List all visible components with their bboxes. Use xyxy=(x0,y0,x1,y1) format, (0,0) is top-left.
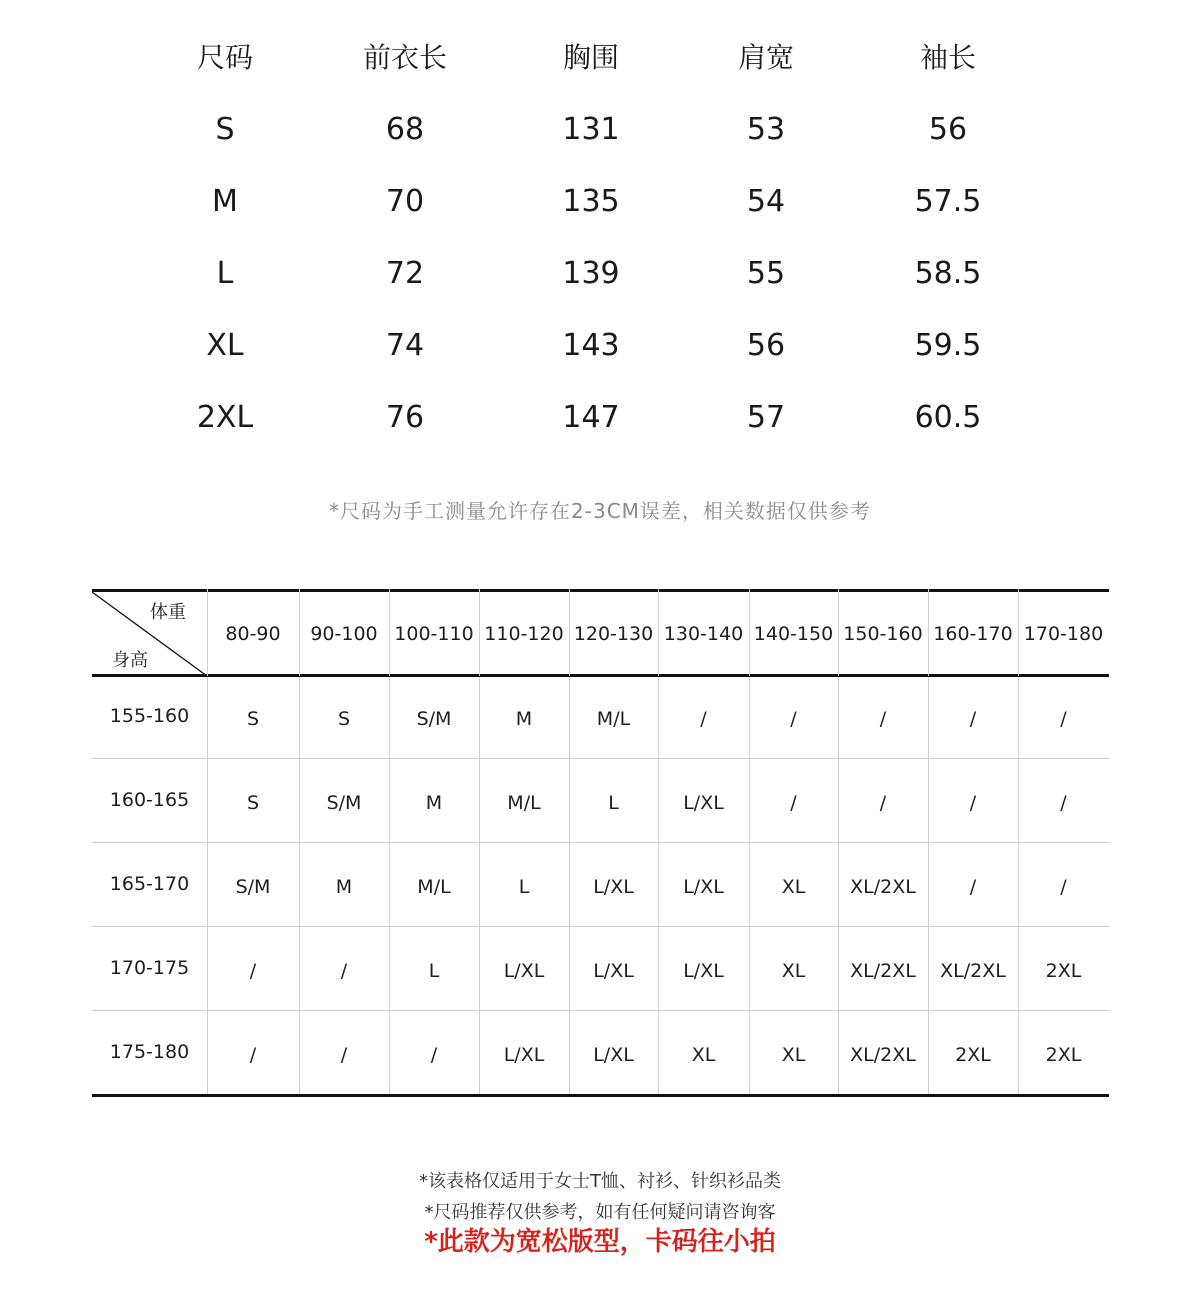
cell-size: S xyxy=(215,112,235,147)
weight-header: 160-170 xyxy=(933,623,1013,645)
weight-header: 140-150 xyxy=(753,623,834,645)
size-recommendation-cell: L/XL xyxy=(683,792,724,814)
weight-header: 100-110 xyxy=(394,623,474,645)
cell-shoulder: 57 xyxy=(746,400,786,435)
weight-header: 120-130 xyxy=(573,623,654,645)
grid-row-divider xyxy=(92,1010,1109,1011)
size-recommendation-cell: S xyxy=(246,792,260,814)
cell-sleeve: 56 xyxy=(928,112,968,147)
size-recommendation-cell: / xyxy=(790,792,797,814)
size-recommendation-cell: XL/2XL xyxy=(850,1044,916,1066)
size-recommendation-cell: / xyxy=(430,1044,438,1066)
cell-chest: 131 xyxy=(562,112,620,147)
measurement-row xyxy=(0,244,1200,304)
measurement-header-row xyxy=(0,28,1200,88)
note-recommendation-reference: *尺码推荐仅供参考，如有任何疑问请咨询客 xyxy=(424,1202,776,1223)
size-recommendation-cell: XL/2XL xyxy=(940,960,1006,982)
cell-chest: 135 xyxy=(562,184,620,219)
size-recommendation-cell: / xyxy=(700,708,707,730)
header-chest: 胸围 xyxy=(562,41,619,74)
cell-chest: 143 xyxy=(562,328,620,363)
height-row-label: 155-160 xyxy=(109,705,190,727)
cell-front-length: 76 xyxy=(385,400,425,435)
cell-front-length: 68 xyxy=(385,112,425,147)
weight-header: 150-160 xyxy=(843,623,923,645)
size-recommendation-cell: XL/2XL xyxy=(850,876,916,898)
cell-chest: 139 xyxy=(562,256,620,291)
size-recommendation-cell: L/XL xyxy=(503,1044,545,1066)
weight-header: 110-120 xyxy=(484,623,564,645)
cell-sleeve: 58.5 xyxy=(914,256,982,291)
size-recommendation-cell: S/M xyxy=(235,876,271,898)
cell-sleeve: 60.5 xyxy=(914,400,982,435)
size-recommendation-cell: S xyxy=(337,708,351,730)
size-recommendation-cell: XL xyxy=(691,1044,716,1066)
cell-sleeve: 57.5 xyxy=(914,184,982,219)
size-recommendation-cell: / xyxy=(249,1044,257,1066)
size-recommendation-cell: L/XL xyxy=(683,876,724,898)
cell-front-length: 70 xyxy=(385,184,425,219)
size-recommendation-cell: M/L xyxy=(596,708,631,730)
size-recommendation-cell: 2XL xyxy=(1045,1044,1082,1066)
size-recommendation-cell: / xyxy=(1060,708,1067,730)
grid-border-line xyxy=(92,1094,1109,1097)
size-recommendation-cell: XL/2XL xyxy=(850,960,916,982)
size-recommendation-cell: M xyxy=(425,792,443,814)
cell-size: L xyxy=(216,256,234,291)
size-recommendation-cell: / xyxy=(790,708,797,730)
size-recommendation-cell: / xyxy=(1060,876,1067,898)
weight-header: 80-90 xyxy=(225,623,281,645)
measurement-row xyxy=(0,388,1200,448)
size-recommendation-cell: L/XL xyxy=(503,960,545,982)
size-recommendation-cell: L/XL xyxy=(593,876,634,898)
header-size: 尺码 xyxy=(196,41,253,74)
size-recommendation-cell: L/XL xyxy=(593,1044,634,1066)
cell-shoulder: 56 xyxy=(746,328,786,363)
size-recommendation-cell: S xyxy=(246,708,260,730)
corner-weight-label: 体重 xyxy=(150,602,186,623)
size-recommendation-cell: L xyxy=(428,960,440,982)
size-recommendation-cell: / xyxy=(969,708,977,730)
measurement-row xyxy=(0,316,1200,376)
grid-row-divider xyxy=(92,842,1109,843)
cell-front-length: 74 xyxy=(385,328,425,363)
size-recommendation-cell: L/XL xyxy=(593,960,634,982)
height-row-label: 165-170 xyxy=(109,873,190,895)
corner-height-label: 身高 xyxy=(112,650,148,671)
cell-shoulder: 53 xyxy=(746,112,786,147)
size-recommendation-cell: 2XL xyxy=(1045,960,1082,982)
height-row-label: 170-175 xyxy=(109,957,190,979)
header-shoulder: 肩宽 xyxy=(737,41,794,74)
cell-size: XL xyxy=(206,328,244,363)
height-row-label: 175-180 xyxy=(109,1041,190,1063)
cell-sleeve: 59.5 xyxy=(914,328,982,363)
size-recommendation-cell: L xyxy=(518,876,530,898)
size-recommendation-cell: M/L xyxy=(417,876,451,898)
height-row-label: 160-165 xyxy=(109,789,190,811)
size-recommendation-cell: S/M xyxy=(326,792,362,814)
header-front-length: 前衣长 xyxy=(362,41,447,74)
size-recommendation-cell: / xyxy=(340,1044,348,1066)
note-loose-fit-highlight: *此款为宽松版型，卡码往小拍 xyxy=(424,1227,776,1257)
size-recommendation-cell: / xyxy=(340,960,348,982)
size-recommendation-cell: M/L xyxy=(507,792,541,814)
cell-size: 2XL xyxy=(196,400,254,435)
cell-size: M xyxy=(212,184,238,219)
header-sleeve: 袖长 xyxy=(919,41,976,74)
weight-header: 130-140 xyxy=(663,623,744,645)
note-applicable-categories: *该表格仅适用于女士T恤、衬衫、针织衫品类 xyxy=(419,1171,781,1192)
size-recommendation-cell: XL xyxy=(781,960,806,982)
size-recommendation-cell: / xyxy=(879,792,887,814)
size-recommendation-cell: / xyxy=(969,792,977,814)
size-recommendation-cell: XL xyxy=(781,1044,806,1066)
weight-header: 90-100 xyxy=(310,623,378,645)
size-recommendation-cell: / xyxy=(249,960,257,982)
measurement-note: *尺码为手工测量允许存在2-3CM误差，相关数据仅供参考 xyxy=(329,499,871,523)
size-recommendation-cell: L/XL xyxy=(683,960,724,982)
measurement-row xyxy=(0,172,1200,232)
size-recommendation-cell: L xyxy=(608,792,619,814)
size-recommendation-cell: S/M xyxy=(416,708,452,730)
cell-shoulder: 55 xyxy=(746,256,786,291)
size-recommendation-cell: XL xyxy=(781,876,806,898)
grid-row-divider xyxy=(92,758,1109,759)
size-recommendation-cell: / xyxy=(1060,792,1067,814)
measurement-row xyxy=(0,100,1200,160)
size-recommendation-cell: M xyxy=(335,876,353,898)
size-recommendation-cell: / xyxy=(879,708,887,730)
cell-front-length: 72 xyxy=(385,256,425,291)
size-recommendation-cell: / xyxy=(969,876,977,898)
cell-chest: 147 xyxy=(562,400,620,435)
grid-row-divider xyxy=(92,926,1109,927)
size-recommendation-grid xyxy=(92,589,1109,1098)
weight-header: 170-180 xyxy=(1023,623,1104,645)
cell-shoulder: 54 xyxy=(746,184,786,219)
size-recommendation-cell: 2XL xyxy=(955,1044,991,1066)
size-recommendation-cell: M xyxy=(515,708,533,730)
